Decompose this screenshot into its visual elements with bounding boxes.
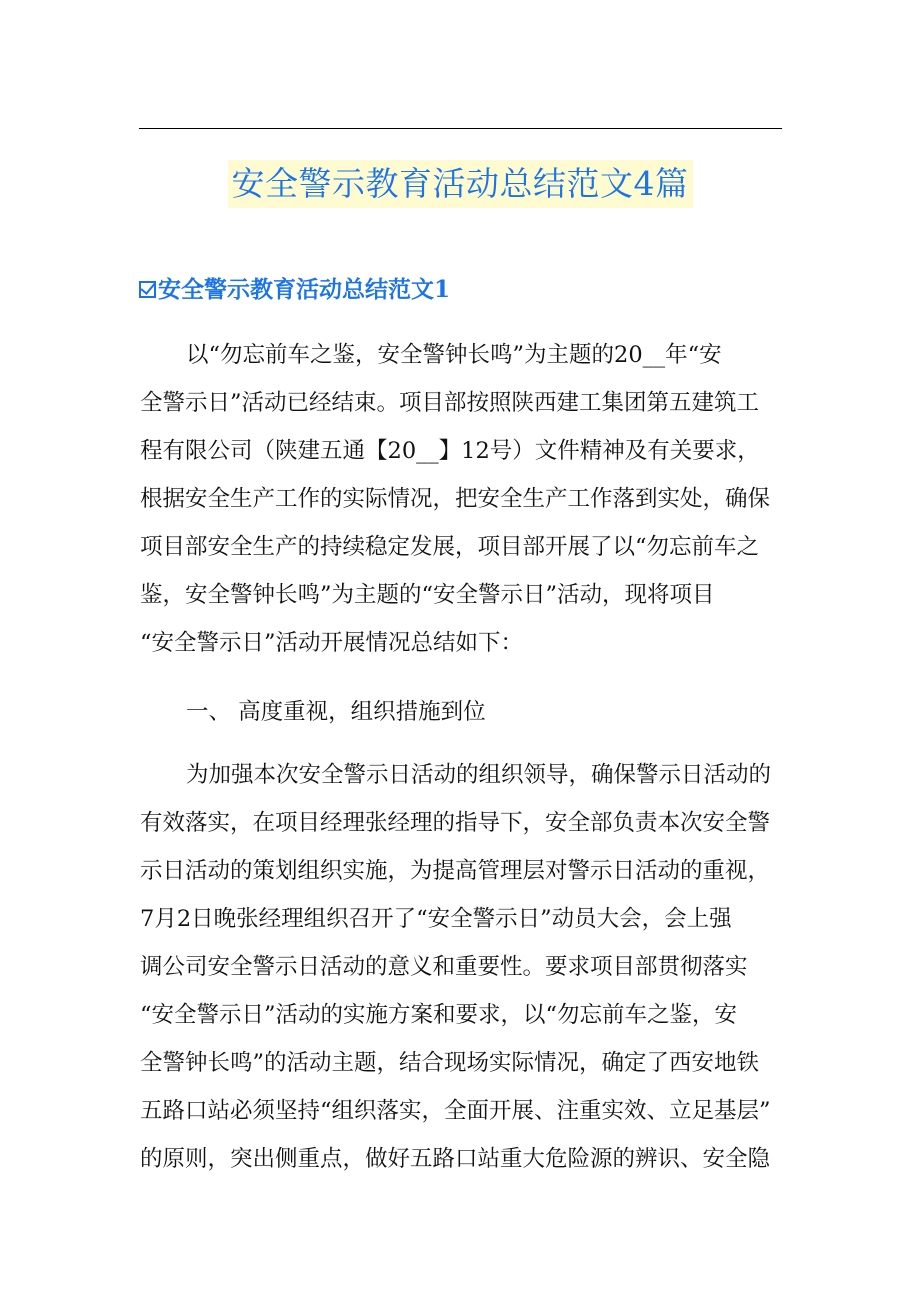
paragraph-line: 调公司安全警示日活动的意义和重要性。要求项目部贯彻落实: [140, 954, 748, 980]
paragraph-line: 项目部安全生产的持续稳定发展，项目部开展了以“勿忘前车之: [140, 534, 760, 560]
paragraph-line: 示日活动的策划组织实施，为提高管理层对警示日活动的重视，: [140, 858, 771, 884]
section-heading: [139, 273, 450, 307]
paragraph-line: 7月2日晚张经理组织召开了“安全警示日”动员大会，会上强: [140, 906, 732, 932]
subheading: 一、 高度重视，组织措施到位: [186, 699, 486, 725]
top-rule: [139, 128, 782, 129]
paragraph-line: “安全警示日”活动开展情况总结如下：: [140, 630, 524, 656]
paragraph-line: 的原则，突出侧重点，做好五路口站重大危险源的辨识、安全隐: [140, 1146, 771, 1172]
paragraph-line: “安全警示日”活动的实施方案和要求，以“勿忘前车之鉴，安: [140, 1002, 738, 1028]
document-title: 安全警示教育活动总结范文4篇: [228, 160, 693, 208]
paragraph-line: 全警钟长鸣”的活动主题，结合现场实际情况，确定了西安地铁: [140, 1050, 760, 1076]
paragraph-line: 全警示日”活动已经结束。项目部按照陕西建工集团第五建筑工: [140, 390, 760, 416]
paragraph-line: 程有限公司（陕建五通【20__】12号）文件精神及有关要求，: [140, 438, 760, 464]
checkbox-icon: [139, 281, 156, 298]
paragraph-line: 为加强本次安全警示日活动的组织领导，确保警示日活动的: [186, 762, 772, 788]
paragraph-line: 鉴，安全警钟长鸣”为主题的“安全警示日”活动，现将项目: [140, 582, 715, 608]
title-wrap: [0, 160, 920, 208]
paragraph-line: 有效落实，在项目经理张经理的指导下，安全部负责本次安全警: [140, 810, 771, 836]
paragraph-line: 根据安全生产工作的实际情况，把安全生产工作落到实处，确保: [140, 486, 771, 512]
section-heading-text: 安全警示教育活动总结范文1: [158, 276, 451, 303]
paragraph-line: 以“勿忘前车之鉴，安全警钟长鸣”为主题的20__年“安: [186, 342, 722, 368]
paragraph-line: 五路口站必须坚持“组织落实，全面开展、注重实效、立足基层”: [140, 1098, 771, 1124]
